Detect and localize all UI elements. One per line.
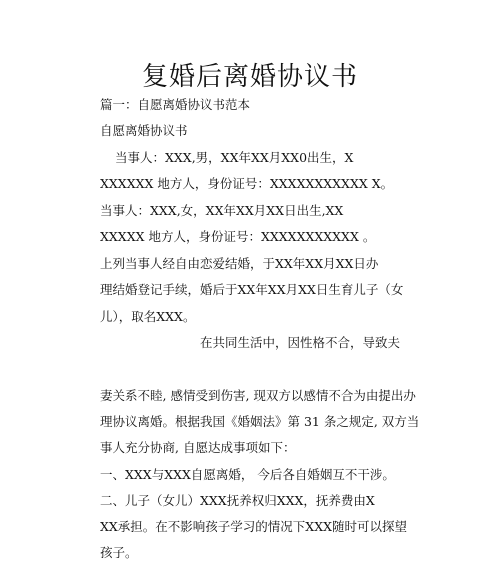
paragraph-line: 妻关系不睦, 感情受到伤害, 现双方以感情不合为由提出办	[100, 388, 416, 403]
party-two-line-2: XXXXX 地方人，身份证号：XXXXXXXXXXX 。	[100, 229, 376, 244]
paragraph-line: 上列当事人经自由恋爱结婚，于XX年XX月XX日办	[100, 256, 379, 271]
paragraph-line: 理协议离婚。根据我国《婚姻法》第 31 条之规定, 双方当	[100, 414, 420, 429]
clause-two-line-1: 二、儿子（女儿）XXX抚养权归XXX，抚养费由X	[100, 493, 375, 508]
section-heading: 篇一：自愿离婚协议书范本	[100, 97, 251, 112]
paragraph-line: 理结婚登记手续，婚后于XX年XX月XX日生育儿子（女	[100, 282, 404, 297]
party-one-line-1: 当事人：XXX,男，XX年XX月XX0出生，X	[115, 150, 354, 165]
clause-two-line-3: 孩子。	[100, 545, 138, 560]
paragraph-line: 在共同生活中，因性格不合，导致夫	[200, 335, 401, 350]
party-one-line-2: XXXXXX 地方人，身份证号：XXXXXXXXXXX X。	[100, 176, 394, 191]
subtitle: 自愿离婚协议书	[100, 123, 188, 138]
paragraph-line: 事人充分协商, 自愿达成事项如下：	[100, 440, 296, 455]
clause-one: 一、XXX与XXX自愿离婚， 今后各自婚姻互不干涉。	[100, 467, 395, 482]
paragraph-line: 儿），取名XXX。	[100, 309, 196, 324]
document-title: 复婚后离婚协议书	[141, 62, 358, 92]
clause-two-line-2: XX承担。在不影响孩子学习的情况下XXX随时可以探望	[100, 519, 407, 534]
party-two-line-1: 当事人：XXX,女，XX年XX月XX日出生,XX	[100, 203, 344, 218]
